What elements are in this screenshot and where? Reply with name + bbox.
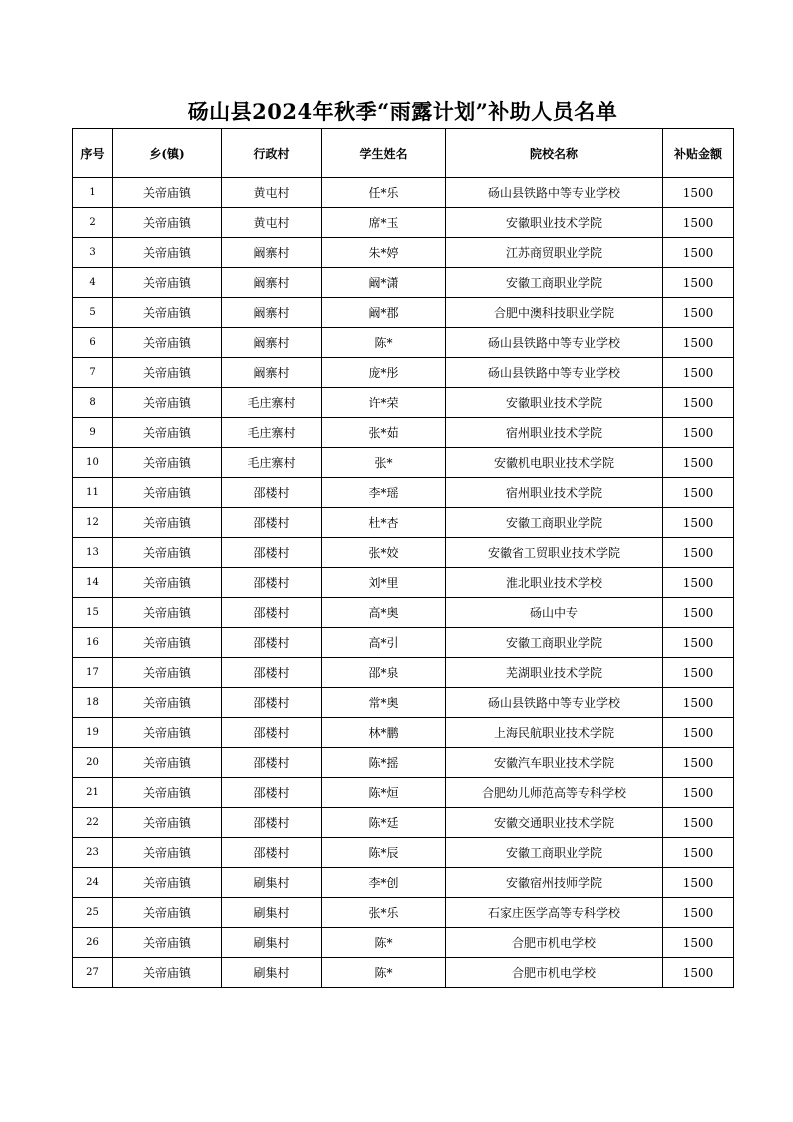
cell-school-name: 合肥幼儿师范高等专科学校 xyxy=(446,778,663,808)
cell-school-name: 合肥市机电学校 xyxy=(446,928,663,958)
cell-subsidy-amount: 1500 xyxy=(663,598,734,628)
cell-row-index: 26 xyxy=(73,928,113,958)
table-row xyxy=(73,478,734,508)
cell-student-name: 陈*烜 xyxy=(322,778,446,808)
cell-school-name: 砀山县铁路中等专业学校 xyxy=(446,328,663,358)
cell-village: 邵楼村 xyxy=(222,808,322,838)
cell-village: 邵楼村 xyxy=(222,598,322,628)
cell-town: 关帝庙镇 xyxy=(113,328,222,358)
table-row xyxy=(73,808,734,838)
cell-school-name: 安徽省工贸职业技术学院 xyxy=(446,538,663,568)
cell-student-name: 陈* xyxy=(322,928,446,958)
cell-subsidy-amount: 1500 xyxy=(663,688,734,718)
cell-row-index: 25 xyxy=(73,898,113,928)
cell-subsidy-amount: 1500 xyxy=(663,178,734,208)
cell-subsidy-amount: 1500 xyxy=(663,388,734,418)
cell-student-name: 杜*杏 xyxy=(322,508,446,538)
cell-subsidy-amount: 1500 xyxy=(663,208,734,238)
table-row xyxy=(73,448,734,478)
cell-subsidy-amount: 1500 xyxy=(663,808,734,838)
cell-town: 关帝庙镇 xyxy=(113,388,222,418)
table-row xyxy=(73,958,734,988)
header-subsidy-amount: 补贴金额 xyxy=(663,129,734,178)
cell-town: 关帝庙镇 xyxy=(113,538,222,568)
document-title: 砀山县2024年秋季“雨露计划”补助人员名单 xyxy=(187,99,618,124)
cell-student-name: 刘*里 xyxy=(322,568,446,598)
cell-subsidy-amount: 1500 xyxy=(663,748,734,778)
cell-town: 关帝庙镇 xyxy=(113,688,222,718)
cell-student-name: 高*引 xyxy=(322,628,446,658)
cell-row-index: 1 xyxy=(73,178,113,208)
table-row xyxy=(73,538,734,568)
header-village: 行政村 xyxy=(222,129,322,178)
cell-town: 关帝庙镇 xyxy=(113,928,222,958)
cell-subsidy-amount: 1500 xyxy=(663,238,734,268)
cell-student-name: 庞*彤 xyxy=(322,358,446,388)
cell-subsidy-amount: 1500 xyxy=(663,358,734,388)
table-row xyxy=(73,178,734,208)
cell-subsidy-amount: 1500 xyxy=(663,958,734,988)
cell-row-index: 6 xyxy=(73,328,113,358)
cell-school-name: 安徽汽车职业技术学院 xyxy=(446,748,663,778)
cell-village: 毛庄寨村 xyxy=(222,448,322,478)
cell-town: 关帝庙镇 xyxy=(113,718,222,748)
cell-village: 阚寨村 xyxy=(222,298,322,328)
cell-village: 邵楼村 xyxy=(222,508,322,538)
cell-school-name: 安徽交通职业技术学院 xyxy=(446,808,663,838)
cell-school-name: 砀山中专 xyxy=(446,598,663,628)
cell-row-index: 4 xyxy=(73,268,113,298)
header-index: 序号 xyxy=(73,129,113,178)
table-body xyxy=(73,178,734,988)
cell-village: 刷集村 xyxy=(222,868,322,898)
cell-subsidy-amount: 1500 xyxy=(663,568,734,598)
cell-school-name: 砀山县铁路中等专业学校 xyxy=(446,688,663,718)
cell-student-name: 张*乐 xyxy=(322,898,446,928)
cell-subsidy-amount: 1500 xyxy=(663,658,734,688)
subsidy-table xyxy=(72,128,734,988)
cell-town: 关帝庙镇 xyxy=(113,448,222,478)
cell-subsidy-amount: 1500 xyxy=(663,328,734,358)
cell-village: 毛庄寨村 xyxy=(222,418,322,448)
table-row xyxy=(73,658,734,688)
cell-village: 邵楼村 xyxy=(222,688,322,718)
table-row xyxy=(73,298,734,328)
cell-school-name: 安徽工商职业学院 xyxy=(446,508,663,538)
cell-row-index: 5 xyxy=(73,298,113,328)
header-town: 乡(镇) xyxy=(113,129,222,178)
cell-student-name: 常*奥 xyxy=(322,688,446,718)
cell-subsidy-amount: 1500 xyxy=(663,718,734,748)
cell-school-name: 安徽职业技术学院 xyxy=(446,388,663,418)
cell-student-name: 任*乐 xyxy=(322,178,446,208)
cell-town: 关帝庙镇 xyxy=(113,628,222,658)
cell-subsidy-amount: 1500 xyxy=(663,868,734,898)
cell-row-index: 10 xyxy=(73,448,113,478)
cell-subsidy-amount: 1500 xyxy=(663,448,734,478)
cell-village: 黄屯村 xyxy=(222,208,322,238)
cell-village: 邵楼村 xyxy=(222,628,322,658)
table-row xyxy=(73,328,734,358)
table-row xyxy=(73,688,734,718)
cell-student-name: 张*茹 xyxy=(322,418,446,448)
cell-row-index: 8 xyxy=(73,388,113,418)
cell-village: 阚寨村 xyxy=(222,328,322,358)
cell-row-index: 16 xyxy=(73,628,113,658)
cell-school-name: 安徽工商职业学院 xyxy=(446,268,663,298)
cell-student-name: 邵*泉 xyxy=(322,658,446,688)
cell-student-name: 李*瑶 xyxy=(322,478,446,508)
cell-town: 关帝庙镇 xyxy=(113,298,222,328)
cell-school-name: 砀山县铁路中等专业学校 xyxy=(446,178,663,208)
table-row xyxy=(73,358,734,388)
cell-school-name: 安徽宿州技师学院 xyxy=(446,868,663,898)
cell-student-name: 张*姣 xyxy=(322,538,446,568)
cell-town: 关帝庙镇 xyxy=(113,958,222,988)
table-row xyxy=(73,418,734,448)
cell-student-name: 阚*潇 xyxy=(322,268,446,298)
table-row xyxy=(73,898,734,928)
cell-village: 邵楼村 xyxy=(222,778,322,808)
cell-row-index: 17 xyxy=(73,658,113,688)
cell-row-index: 7 xyxy=(73,358,113,388)
cell-town: 关帝庙镇 xyxy=(113,478,222,508)
table-header-row xyxy=(73,129,734,178)
cell-row-index: 2 xyxy=(73,208,113,238)
cell-town: 关帝庙镇 xyxy=(113,598,222,628)
cell-town: 关帝庙镇 xyxy=(113,898,222,928)
cell-town: 关帝庙镇 xyxy=(113,238,222,268)
cell-subsidy-amount: 1500 xyxy=(663,418,734,448)
header-student-name: 学生姓名 xyxy=(322,129,446,178)
cell-village: 黄屯村 xyxy=(222,178,322,208)
cell-school-name: 安徽职业技术学院 xyxy=(446,208,663,238)
cell-subsidy-amount: 1500 xyxy=(663,928,734,958)
cell-student-name: 陈* xyxy=(322,328,446,358)
cell-village: 邵楼村 xyxy=(222,478,322,508)
cell-row-index: 18 xyxy=(73,688,113,718)
cell-subsidy-amount: 1500 xyxy=(663,778,734,808)
cell-village: 邵楼村 xyxy=(222,748,322,778)
cell-row-index: 24 xyxy=(73,868,113,898)
table-row xyxy=(73,718,734,748)
cell-school-name: 石家庄医学高等专科学校 xyxy=(446,898,663,928)
cell-town: 关帝庙镇 xyxy=(113,418,222,448)
table-row xyxy=(73,388,734,418)
cell-student-name: 朱*婷 xyxy=(322,238,446,268)
cell-subsidy-amount: 1500 xyxy=(663,268,734,298)
table-row xyxy=(73,748,734,778)
cell-student-name: 陈*廷 xyxy=(322,808,446,838)
cell-town: 关帝庙镇 xyxy=(113,748,222,778)
cell-row-index: 22 xyxy=(73,808,113,838)
cell-row-index: 3 xyxy=(73,238,113,268)
cell-town: 关帝庙镇 xyxy=(113,358,222,388)
cell-row-index: 9 xyxy=(73,418,113,448)
table-row xyxy=(73,568,734,598)
cell-row-index: 27 xyxy=(73,958,113,988)
cell-row-index: 15 xyxy=(73,598,113,628)
cell-town: 关帝庙镇 xyxy=(113,568,222,598)
table-row xyxy=(73,928,734,958)
cell-student-name: 陈*摇 xyxy=(322,748,446,778)
cell-school-name: 上海民航职业技术学院 xyxy=(446,718,663,748)
cell-student-name: 阚*郡 xyxy=(322,298,446,328)
cell-town: 关帝庙镇 xyxy=(113,838,222,868)
cell-student-name: 陈*辰 xyxy=(322,838,446,868)
cell-row-index: 13 xyxy=(73,538,113,568)
cell-subsidy-amount: 1500 xyxy=(663,538,734,568)
cell-subsidy-amount: 1500 xyxy=(663,838,734,868)
cell-village: 刷集村 xyxy=(222,928,322,958)
cell-town: 关帝庙镇 xyxy=(113,508,222,538)
cell-student-name: 林*鹏 xyxy=(322,718,446,748)
cell-village: 邵楼村 xyxy=(222,658,322,688)
cell-subsidy-amount: 1500 xyxy=(663,298,734,328)
table-row xyxy=(73,628,734,658)
cell-school-name: 砀山县铁路中等专业学校 xyxy=(446,358,663,388)
cell-row-index: 12 xyxy=(73,508,113,538)
cell-student-name: 张* xyxy=(322,448,446,478)
cell-town: 关帝庙镇 xyxy=(113,658,222,688)
cell-row-index: 11 xyxy=(73,478,113,508)
cell-town: 关帝庙镇 xyxy=(113,178,222,208)
cell-school-name: 宿州职业技术学院 xyxy=(446,418,663,448)
table-row xyxy=(73,238,734,268)
cell-town: 关帝庙镇 xyxy=(113,868,222,898)
table-row xyxy=(73,838,734,868)
cell-school-name: 合肥中澳科技职业学院 xyxy=(446,298,663,328)
cell-town: 关帝庙镇 xyxy=(113,268,222,298)
cell-village: 阚寨村 xyxy=(222,268,322,298)
cell-village: 阚寨村 xyxy=(222,358,322,388)
cell-student-name: 席*玉 xyxy=(322,208,446,238)
cell-student-name: 李*创 xyxy=(322,868,446,898)
cell-row-index: 14 xyxy=(73,568,113,598)
cell-school-name: 安徽机电职业技术学院 xyxy=(446,448,663,478)
cell-subsidy-amount: 1500 xyxy=(663,508,734,538)
cell-student-name: 高*奥 xyxy=(322,598,446,628)
cell-school-name: 合肥市机电学校 xyxy=(446,958,663,988)
table-row xyxy=(73,208,734,238)
table-row xyxy=(73,508,734,538)
cell-subsidy-amount: 1500 xyxy=(663,628,734,658)
cell-village: 邵楼村 xyxy=(222,718,322,748)
table-row xyxy=(73,598,734,628)
cell-town: 关帝庙镇 xyxy=(113,208,222,238)
header-school-name: 院校名称 xyxy=(446,129,663,178)
cell-village: 毛庄寨村 xyxy=(222,388,322,418)
cell-school-name: 江苏商贸职业学院 xyxy=(446,238,663,268)
cell-school-name: 安徽工商职业学院 xyxy=(446,838,663,868)
cell-school-name: 安徽工商职业学院 xyxy=(446,628,663,658)
cell-village: 邵楼村 xyxy=(222,838,322,868)
cell-student-name: 许*荣 xyxy=(322,388,446,418)
cell-school-name: 宿州职业技术学院 xyxy=(446,478,663,508)
cell-subsidy-amount: 1500 xyxy=(663,898,734,928)
table-row xyxy=(73,268,734,298)
cell-village: 刷集村 xyxy=(222,958,322,988)
cell-student-name: 陈* xyxy=(322,958,446,988)
cell-row-index: 19 xyxy=(73,718,113,748)
cell-village: 刷集村 xyxy=(222,898,322,928)
cell-subsidy-amount: 1500 xyxy=(663,478,734,508)
table-row xyxy=(73,868,734,898)
cell-town: 关帝庙镇 xyxy=(113,778,222,808)
cell-row-index: 21 xyxy=(73,778,113,808)
cell-village: 阚寨村 xyxy=(222,238,322,268)
cell-row-index: 20 xyxy=(73,748,113,778)
table-row xyxy=(73,778,734,808)
cell-village: 邵楼村 xyxy=(222,538,322,568)
cell-school-name: 芜湖职业技术学院 xyxy=(446,658,663,688)
cell-row-index: 23 xyxy=(73,838,113,868)
cell-school-name: 淮北职业技术学校 xyxy=(446,568,663,598)
cell-town: 关帝庙镇 xyxy=(113,808,222,838)
cell-village: 邵楼村 xyxy=(222,568,322,598)
